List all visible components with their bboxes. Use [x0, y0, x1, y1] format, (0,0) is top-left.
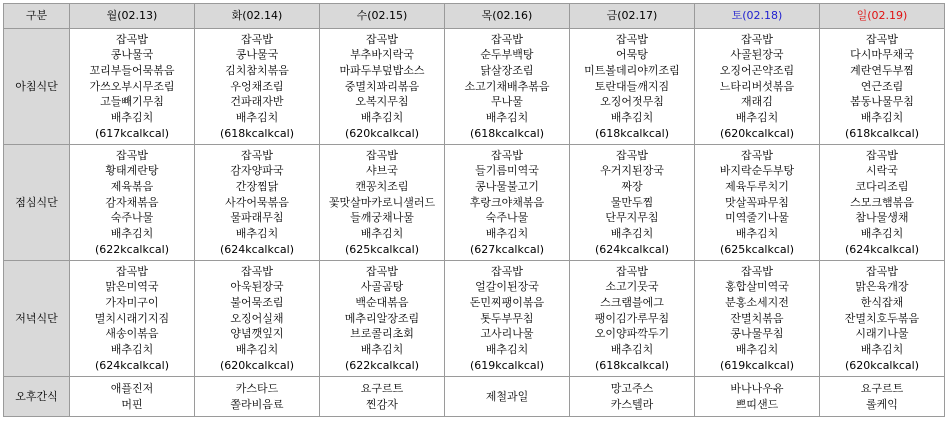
- row-label: 오후간식: [4, 377, 70, 417]
- menu-item: 잡곡밥: [866, 148, 898, 162]
- menu-cell-thu: [445, 145, 570, 261]
- menu-item: 순두부백탕: [480, 48, 534, 62]
- menu-item: 건파래자반: [230, 95, 284, 109]
- menu-item: 간장찜닭: [235, 179, 279, 193]
- day-header-sat: 토(02.18): [695, 4, 820, 29]
- menu-item: 잡곡밥: [491, 148, 523, 162]
- dinner-row: [4, 261, 945, 377]
- menu-item: 코다리조림: [855, 179, 909, 193]
- day-header-mon: 월(02.13): [70, 4, 195, 29]
- menu-cell-fri: [570, 145, 695, 261]
- menu-item: 홍합살미역국: [725, 280, 789, 294]
- menu-item: 사골된장국: [730, 48, 784, 62]
- menu-item: 배추김치: [610, 111, 654, 125]
- menu-item: 단무지무침: [605, 211, 659, 225]
- menu-item: 사각어묵볶음: [225, 195, 289, 209]
- menu-item: 미트볼데리야끼조림: [584, 63, 680, 77]
- menu-cell-sat: [695, 29, 820, 145]
- menu-item: 콩나물국: [110, 48, 154, 62]
- menu-cell-sat: [695, 377, 820, 417]
- menu-item: 멸치시래기지짐: [94, 311, 170, 325]
- menu-item: 잡곡밥: [366, 32, 398, 46]
- menu-item: 잡곡밥: [116, 32, 148, 46]
- menu-item: 배추김치: [735, 343, 779, 357]
- menu-item: 잡곡밥: [491, 32, 523, 46]
- menu-item: 메추리알장조림: [344, 311, 420, 325]
- menu-cell-sat: [695, 145, 820, 261]
- menu-cell-thu: [445, 29, 570, 145]
- menu-cell-fri: [570, 29, 695, 145]
- menu-item: 배추김치: [485, 111, 529, 125]
- menu-item: 콩나물불고기: [475, 179, 539, 193]
- menu-item: (618kcalkcal): [844, 126, 919, 140]
- snack-row: [4, 377, 945, 417]
- day-header-fri: 금(02.17): [570, 4, 695, 29]
- menu-item: 제육볶음: [110, 179, 154, 193]
- menu-item: 물파래무침: [230, 211, 284, 225]
- menu-item: (625kcalkcal): [719, 242, 794, 256]
- menu-item: 계란연두부찜: [850, 63, 914, 77]
- menu-item: 잡곡밥: [241, 264, 273, 278]
- menu-item: 찐감자: [366, 397, 398, 411]
- menu-item: (617kcalkcal): [94, 126, 169, 140]
- menu-cell-tue: [195, 145, 320, 261]
- menu-item: 오이양파깍두기: [594, 327, 670, 341]
- menu-item: 스크램블에그: [600, 295, 664, 309]
- menu-item: 가자미구이: [105, 295, 159, 309]
- day-header-thu: 목(02.16): [445, 4, 570, 29]
- header-row: [4, 4, 945, 29]
- menu-item: 토란대들깨지짐: [594, 79, 670, 93]
- menu-cell-wed: [320, 29, 445, 145]
- menu-item: 맛살꼭파무침: [725, 195, 789, 209]
- menu-item: (620kcalkcal): [219, 358, 294, 372]
- menu-item: (622kcalkcal): [94, 242, 169, 256]
- menu-item: (624kcalkcal): [219, 242, 294, 256]
- menu-item: 배추김치: [360, 227, 404, 241]
- menu-item: (619kcalkcal): [719, 358, 794, 372]
- menu-cell-mon: [70, 145, 195, 261]
- row-label: 저녁식단: [4, 261, 70, 377]
- menu-item: 참나물생채: [855, 211, 909, 225]
- menu-item: 배추김치: [860, 227, 904, 241]
- menu-item: 제육두루치기: [725, 179, 789, 193]
- menu-item: 맑은미역국: [105, 280, 159, 294]
- menu-item: 배추김치: [360, 111, 404, 125]
- menu-item: 소고기채배추볶음: [464, 79, 550, 93]
- menu-item: 감자채볶음: [105, 195, 159, 209]
- menu-item: 꽃맛살마카로니샐러드: [328, 195, 436, 209]
- menu-cell-sun: [820, 145, 945, 261]
- row-label: 점심식단: [4, 145, 70, 261]
- menu-item: 카스타드: [235, 381, 279, 395]
- menu-item: 제철과일: [485, 389, 529, 403]
- menu-item: 잡곡밥: [866, 264, 898, 278]
- menu-item: (618kcalkcal): [594, 358, 669, 372]
- day-header-wed: 수(02.15): [320, 4, 445, 29]
- menu-item: 꼬리부들어묵볶음: [89, 63, 175, 77]
- menu-item: 고들빼기무침: [100, 95, 164, 109]
- menu-item: 백순대볶음: [355, 295, 409, 309]
- menu-item: 배추김치: [735, 111, 779, 125]
- menu-item: 배추김치: [235, 227, 279, 241]
- menu-item: 애플진저: [110, 381, 154, 395]
- menu-item: 시래기나물: [855, 327, 909, 341]
- menu-cell-fri: [570, 377, 695, 417]
- menu-item: 사골곰탕: [360, 280, 404, 294]
- menu-item: 한식잡채: [860, 295, 904, 309]
- menu-item: 봄동나물무침: [850, 95, 914, 109]
- menu-item: 잡곡밥: [366, 148, 398, 162]
- menu-item: 미역줄기나물: [725, 211, 789, 225]
- menu-item: (627kcalkcal): [469, 242, 544, 256]
- menu-item: 부추바지락국: [350, 48, 414, 62]
- menu-item: 콩나물국: [235, 48, 279, 62]
- menu-cell-sat: [695, 261, 820, 377]
- menu-item: 황태계란탕: [105, 164, 159, 178]
- menu-item: 롤케익: [866, 397, 898, 411]
- menu-item: 김치참치볶음: [225, 63, 289, 77]
- menu-cell-wed: [320, 145, 445, 261]
- menu-item: 잡곡밥: [116, 148, 148, 162]
- category-header: 구분: [4, 4, 70, 29]
- menu-cell-tue: [195, 377, 320, 417]
- menu-item: 배추김치: [610, 227, 654, 241]
- menu-item: 잡곡밥: [241, 32, 273, 46]
- menu-item: 돈민찌팽이볶음: [469, 295, 545, 309]
- menu-item: 배추김치: [485, 343, 529, 357]
- menu-item: 분홍소세지전: [725, 295, 789, 309]
- menu-item: 배추김치: [485, 227, 529, 241]
- menu-item: (625kcalkcal): [344, 242, 419, 256]
- menu-item: 오징어실채: [230, 311, 284, 325]
- menu-item: 머핀: [121, 397, 143, 411]
- menu-item: 잡곡밥: [366, 264, 398, 278]
- menu-item: 잡곡밥: [616, 264, 648, 278]
- menu-item: 불어묵조림: [230, 295, 284, 309]
- menu-item: (618kcalkcal): [469, 126, 544, 140]
- menu-item: (624kcalkcal): [594, 242, 669, 256]
- menu-item: 잡곡밥: [741, 148, 773, 162]
- menu-item: 잔멸치볶음: [730, 311, 784, 325]
- menu-item: 톳두부무침: [480, 311, 534, 325]
- day-header-tue: 화(02.14): [195, 4, 320, 29]
- menu-item: 오징어젓무침: [600, 95, 664, 109]
- menu-cell-tue: [195, 29, 320, 145]
- menu-item: 우거지된장국: [600, 164, 664, 178]
- menu-item: 배추김치: [110, 111, 154, 125]
- menu-item: 감자양파국: [230, 164, 284, 178]
- menu-item: 오복지무침: [355, 95, 409, 109]
- menu-item: 스모크햄볶음: [850, 195, 914, 209]
- menu-item: 닭살장조림: [480, 63, 534, 77]
- menu-item: 맑은육개장: [855, 280, 909, 294]
- menu-item: 잡곡밥: [866, 32, 898, 46]
- menu-item: 배추김치: [110, 227, 154, 241]
- row-label: 아침식단: [4, 29, 70, 145]
- menu-cell-tue: [195, 261, 320, 377]
- menu-item: 배추김치: [235, 111, 279, 125]
- menu-item: 오징어곤약조림: [719, 63, 795, 77]
- breakfast-row: [4, 29, 945, 145]
- menu-item: 브로콜리초회: [350, 327, 414, 341]
- menu-item: 가쓰오부시무조림: [89, 79, 175, 93]
- menu-item: (620kcalkcal): [719, 126, 794, 140]
- menu-item: 숙주나물: [485, 211, 529, 225]
- menu-item: 배추김치: [235, 343, 279, 357]
- menu-item: 잡곡밥: [616, 148, 648, 162]
- menu-item: 배추김치: [860, 343, 904, 357]
- menu-cell-thu: [445, 377, 570, 417]
- menu-item: 중멸치꽈리볶음: [344, 79, 420, 93]
- menu-item: 소고기뭇국: [605, 280, 659, 294]
- menu-item: 잡곡밥: [491, 264, 523, 278]
- menu-cell-mon: [70, 261, 195, 377]
- weekly-meal-table: [3, 3, 945, 417]
- day-header-sun: 일(02.19): [820, 4, 945, 29]
- menu-item: (624kcalkcal): [844, 242, 919, 256]
- menu-item: 잡곡밥: [741, 264, 773, 278]
- menu-cell-sun: [820, 29, 945, 145]
- menu-item: (618kcalkcal): [219, 126, 294, 140]
- menu-item: 우엉채조림: [230, 79, 284, 93]
- menu-item: 무나물: [491, 95, 523, 109]
- menu-item: 연근조림: [860, 79, 904, 93]
- menu-item: 잡곡밥: [241, 148, 273, 162]
- menu-cell-wed: [320, 261, 445, 377]
- menu-cell-sun: [820, 261, 945, 377]
- menu-item: 잡곡밥: [116, 264, 148, 278]
- menu-cell-wed: [320, 377, 445, 417]
- menu-item: 샤브국: [366, 164, 398, 178]
- menu-item: 잡곡밥: [616, 32, 648, 46]
- lunch-row: [4, 145, 945, 261]
- menu-item: 요구르트: [860, 381, 904, 395]
- menu-item: 다시마무채국: [850, 48, 914, 62]
- menu-item: 콩나물무침: [730, 327, 784, 341]
- menu-item: (620kcalkcal): [844, 358, 919, 372]
- menu-item: 새송이볶음: [105, 327, 159, 341]
- menu-item: 바나나우유: [730, 381, 784, 395]
- menu-item: 잡곡밥: [741, 32, 773, 46]
- menu-item: (620kcalkcal): [344, 126, 419, 140]
- menu-item: 팽이김가루무침: [594, 311, 670, 325]
- menu-cell-mon: [70, 29, 195, 145]
- menu-item: 카스텔라: [610, 397, 654, 411]
- menu-item: (618kcalkcal): [594, 126, 669, 140]
- menu-cell-thu: [445, 261, 570, 377]
- menu-item: 망고주스: [610, 381, 654, 395]
- menu-item: 마파두부덮밥소스: [339, 63, 425, 77]
- menu-item: 어묵탕: [616, 48, 648, 62]
- menu-item: 배추김치: [735, 227, 779, 241]
- menu-item: (624kcalkcal): [94, 358, 169, 372]
- menu-item: 요구르트: [360, 381, 404, 395]
- menu-item: 쁘띠샌드: [735, 397, 779, 411]
- menu-item: 숙주나물: [110, 211, 154, 225]
- menu-item: 잔멸치호두볶음: [844, 311, 920, 325]
- menu-item: 아욱된장국: [230, 280, 284, 294]
- menu-item: (619kcalkcal): [469, 358, 544, 372]
- menu-item: 재래김: [741, 95, 773, 109]
- menu-item: 캔꽁치조림: [355, 179, 409, 193]
- menu-item: 들기름미역국: [475, 164, 539, 178]
- menu-item: 후랑크야채볶음: [469, 195, 545, 209]
- menu-item: 고사리나물: [480, 327, 534, 341]
- menu-item: 배추김치: [110, 343, 154, 357]
- menu-item: 얼갈이된장국: [475, 280, 539, 294]
- menu-item: 배추김치: [360, 343, 404, 357]
- menu-item: 쫄라비음료: [230, 397, 284, 411]
- menu-item: 느타리버섯볶음: [719, 79, 795, 93]
- menu-item: 들깨궁채나물: [350, 211, 414, 225]
- menu-cell-mon: [70, 377, 195, 417]
- menu-item: 양념깻잎지: [230, 327, 284, 341]
- menu-item: 짜장: [621, 179, 643, 193]
- menu-cell-sun: [820, 377, 945, 417]
- menu-item: 배추김치: [610, 343, 654, 357]
- menu-item: 바지락순두부탕: [719, 164, 795, 178]
- menu-item: 시락국: [866, 164, 898, 178]
- menu-item: 배추김치: [860, 111, 904, 125]
- menu-cell-fri: [570, 261, 695, 377]
- menu-item: 물만두찜: [610, 195, 654, 209]
- menu-item: (622kcalkcal): [344, 358, 419, 372]
